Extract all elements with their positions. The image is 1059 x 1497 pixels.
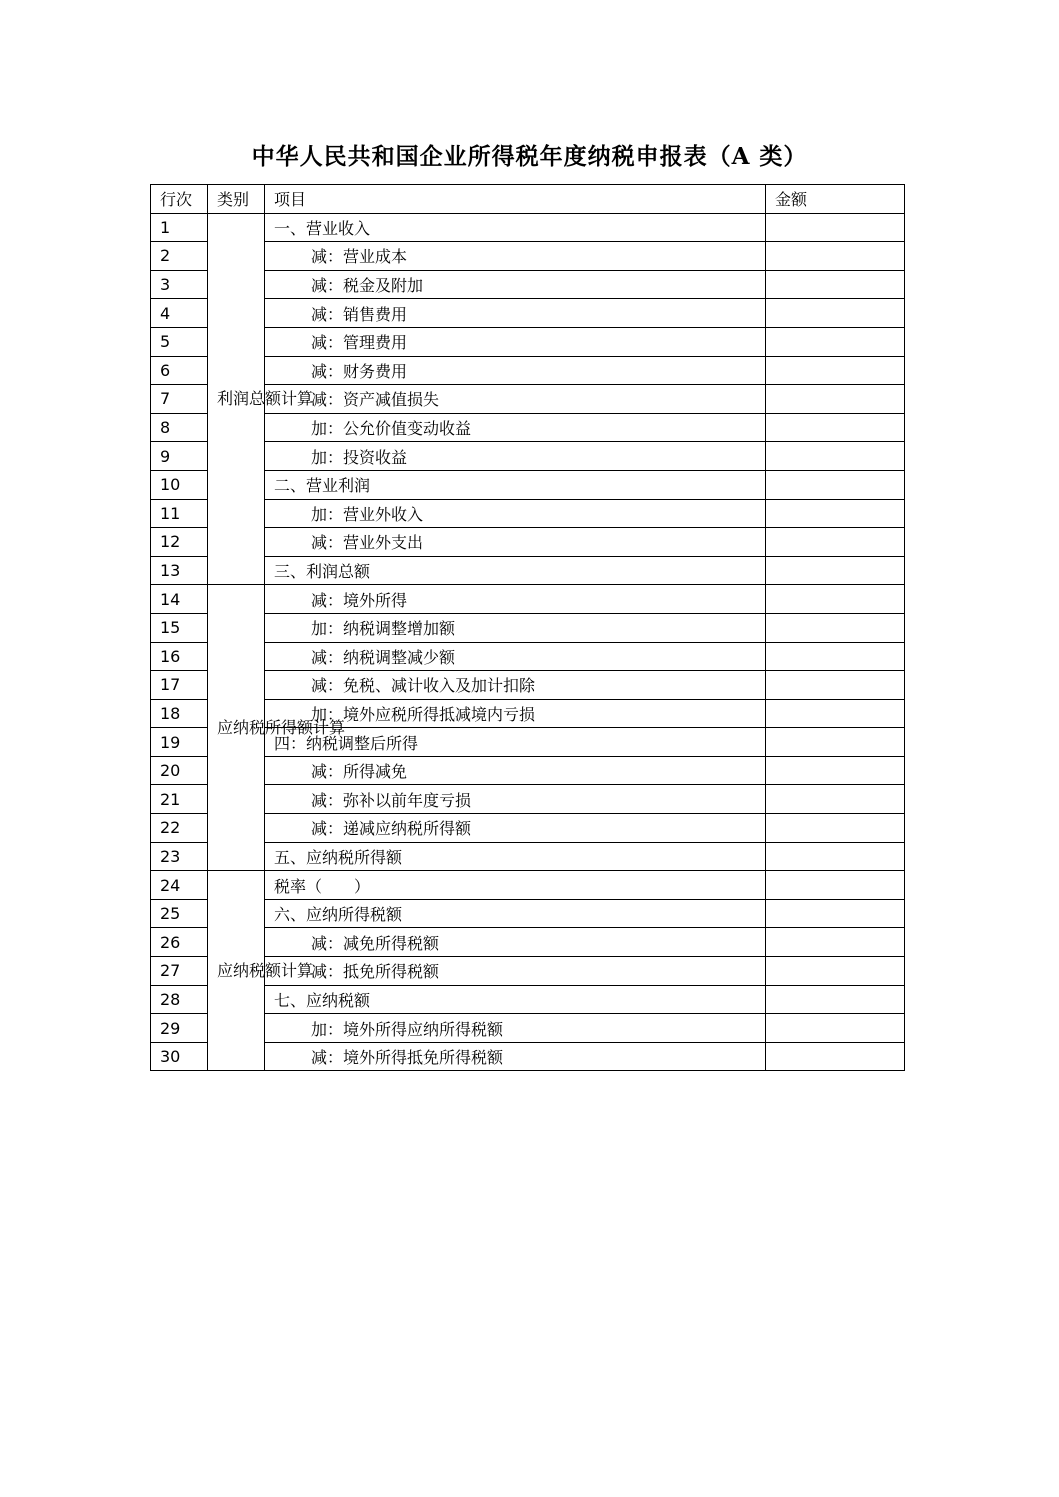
category-label: 利润总额计算 <box>217 388 314 408</box>
row-number: 3 <box>151 270 208 299</box>
row-number: 20 <box>151 756 208 785</box>
row-number: 7 <box>151 385 208 414</box>
row-number: 17 <box>151 671 208 700</box>
amount-cell[interactable] <box>766 442 905 471</box>
amount-cell[interactable] <box>766 213 905 242</box>
header-category: 类别 <box>208 185 265 214</box>
row-number: 6 <box>151 356 208 385</box>
row-number: 25 <box>151 899 208 928</box>
row-item: 减：递减应纳税所得额 <box>265 814 766 843</box>
row-item: 减：境外所得抵免所得税额 <box>265 1042 766 1071</box>
row-number: 27 <box>151 957 208 986</box>
table-row <box>151 585 905 614</box>
table-row <box>151 356 905 385</box>
row-number: 23 <box>151 842 208 871</box>
amount-cell[interactable] <box>766 671 905 700</box>
category-label: 应纳税所得额计算 <box>217 717 346 737</box>
row-item: 减：减免所得税额 <box>265 928 766 957</box>
table-row <box>151 899 905 928</box>
table-row <box>151 413 905 442</box>
amount-cell[interactable] <box>766 499 905 528</box>
amount-cell[interactable] <box>766 842 905 871</box>
row-item: 减：销售费用 <box>265 299 766 328</box>
table-row <box>151 1042 905 1071</box>
row-number: 19 <box>151 728 208 757</box>
row-number: 4 <box>151 299 208 328</box>
amount-cell[interactable] <box>766 1014 905 1043</box>
row-item: 减：资产减值损失 <box>265 385 766 414</box>
row-number: 10 <box>151 470 208 499</box>
amount-cell[interactable] <box>766 242 905 271</box>
amount-cell[interactable] <box>766 556 905 585</box>
row-item: 减：免税、减计收入及加计扣除 <box>265 671 766 700</box>
row-number: 21 <box>151 785 208 814</box>
row-item: 五、应纳税所得额 <box>265 842 766 871</box>
table-row <box>151 556 905 585</box>
row-number: 26 <box>151 928 208 957</box>
amount-cell[interactable] <box>766 585 905 614</box>
amount-cell[interactable] <box>766 613 905 642</box>
row-item: 减：所得减免 <box>265 756 766 785</box>
amount-cell[interactable] <box>766 985 905 1014</box>
amount-cell[interactable] <box>766 299 905 328</box>
row-number: 24 <box>151 871 208 900</box>
table-row <box>151 242 905 271</box>
table-row <box>151 442 905 471</box>
category-tax <box>208 871 314 1071</box>
table-row <box>151 499 905 528</box>
category-label: 应纳税额计算 <box>217 960 314 980</box>
amount-cell[interactable] <box>766 699 905 728</box>
row-item: 减：抵免所得税额 <box>265 957 766 986</box>
row-item: 加：投资收益 <box>265 442 766 471</box>
tax-return-table <box>150 184 905 1071</box>
table-body <box>151 213 905 1071</box>
amount-cell[interactable] <box>766 756 905 785</box>
table-row <box>151 1014 905 1043</box>
amount-cell[interactable] <box>766 899 905 928</box>
row-number: 22 <box>151 814 208 843</box>
table-row <box>151 985 905 1014</box>
row-number: 29 <box>151 1014 208 1043</box>
header-amount: 金额 <box>766 185 905 214</box>
amount-cell[interactable] <box>766 385 905 414</box>
row-number: 11 <box>151 499 208 528</box>
table-row <box>151 470 905 499</box>
amount-cell[interactable] <box>766 1042 905 1071</box>
row-item: 四：纳税调整后所得 <box>265 728 766 757</box>
row-item: 减：境外所得 <box>265 585 766 614</box>
row-number: 14 <box>151 585 208 614</box>
table-row <box>151 270 905 299</box>
table-row <box>151 299 905 328</box>
row-number: 30 <box>151 1042 208 1071</box>
row-item: 三、利润总额 <box>265 556 766 585</box>
row-item: 加：境外应税所得抵减境内亏损 <box>265 699 766 728</box>
amount-cell[interactable] <box>766 871 905 900</box>
row-item: 减：税金及附加 <box>265 270 766 299</box>
row-item: 减：财务费用 <box>265 356 766 385</box>
row-item: 加：纳税调整增加额 <box>265 613 766 642</box>
amount-cell[interactable] <box>766 270 905 299</box>
row-item: 减：纳税调整减少额 <box>265 642 766 671</box>
row-number: 9 <box>151 442 208 471</box>
table-row <box>151 671 905 700</box>
row-item: 减：营业成本 <box>265 242 766 271</box>
row-number: 28 <box>151 985 208 1014</box>
amount-cell[interactable] <box>766 814 905 843</box>
table-row <box>151 613 905 642</box>
row-number: 8 <box>151 413 208 442</box>
amount-cell[interactable] <box>766 413 905 442</box>
row-item: 加：公允价值变动收益 <box>265 413 766 442</box>
row-item: 加：营业外收入 <box>265 499 766 528</box>
row-number: 1 <box>151 213 208 242</box>
header-item: 项目 <box>265 185 766 214</box>
row-item: 减：管理费用 <box>265 327 766 356</box>
table-row <box>151 842 905 871</box>
row-number: 18 <box>151 699 208 728</box>
row-number: 16 <box>151 642 208 671</box>
amount-cell[interactable] <box>766 957 905 986</box>
category-profit <box>208 213 314 585</box>
amount-cell[interactable] <box>766 470 905 499</box>
header-row-number: 行次 <box>151 185 208 214</box>
table-row <box>151 642 905 671</box>
table-row <box>151 785 905 814</box>
row-item: 减：弥补以前年度亏损 <box>265 785 766 814</box>
row-item: 减：营业外支出 <box>265 528 766 557</box>
row-item: 税率（ ） <box>265 871 766 900</box>
table-row <box>151 213 905 242</box>
row-item: 加：境外所得应纳所得税额 <box>265 1014 766 1043</box>
row-item: 一、营业收入 <box>265 213 766 242</box>
row-number: 12 <box>151 528 208 557</box>
row-number: 2 <box>151 242 208 271</box>
table-row <box>151 928 905 957</box>
row-item: 六、应纳所得税额 <box>265 899 766 928</box>
amount-cell[interactable] <box>766 327 905 356</box>
row-number: 13 <box>151 556 208 585</box>
row-number: 15 <box>151 613 208 642</box>
table-row <box>151 327 905 356</box>
table-row <box>151 756 905 785</box>
table-row <box>151 528 905 557</box>
amount-cell[interactable] <box>766 928 905 957</box>
amount-cell[interactable] <box>766 728 905 757</box>
form-title: 中华人民共和国企业所得税年度纳税申报表（A 类） <box>251 143 808 170</box>
amount-cell[interactable] <box>766 528 905 557</box>
row-item: 二、营业利润 <box>265 470 766 499</box>
row-number: 5 <box>151 327 208 356</box>
amount-cell[interactable] <box>766 642 905 671</box>
row-item: 七、应纳税额 <box>265 985 766 1014</box>
amount-cell[interactable] <box>766 785 905 814</box>
table-row <box>151 871 905 900</box>
table-header-row <box>151 185 905 214</box>
table-row <box>151 814 905 843</box>
amount-cell[interactable] <box>766 356 905 385</box>
